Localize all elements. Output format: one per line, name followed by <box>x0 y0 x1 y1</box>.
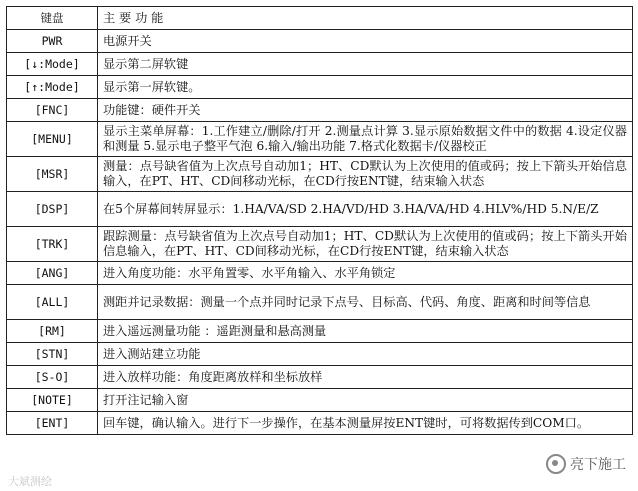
table-row <box>7 30 633 53</box>
table-row <box>7 192 633 227</box>
watermark-right-text: 亮下施工 <box>570 457 626 473</box>
table-row <box>7 285 633 320</box>
table-row <box>7 157 633 192</box>
key-cell: [STN] <box>7 343 98 366</box>
key-cell: [S-O] <box>7 366 98 389</box>
table-row <box>7 122 633 157</box>
key-cell: [ANG] <box>7 262 98 285</box>
key-cell: PWR <box>7 30 98 53</box>
function-cell: 测量：点号缺省值为上次点号自动加1；HT、CD默认为上次使用的值或码；按上下箭头开始信息输入，在PT、HT、CD间移动光标，在CD行按ENT键，结束输入状态 <box>98 157 633 192</box>
function-cell: 进入角度功能：水平角置零、水平角输入、水平角锁定 <box>98 262 633 285</box>
function-cell: 显示第一屏软键。 <box>98 76 633 99</box>
function-cell: 进入放样功能：角度距离放样和坐标放样 <box>98 366 633 389</box>
table-row <box>7 262 633 285</box>
function-cell: 打开注记输入窗 <box>98 389 633 412</box>
table-row <box>7 366 633 389</box>
header-function: 主 要 功 能 <box>98 7 633 30</box>
key-cell: [ALL] <box>7 285 98 320</box>
watermark-right <box>540 453 632 475</box>
wechat-icon <box>546 454 566 474</box>
function-cell: 功能键：硬件开关 <box>98 99 633 122</box>
watermark-left: 大斌测绘 <box>8 475 52 488</box>
function-cell: 在5个屏幕间转屏显示：1.HA/VA/SD 2.HA/VD/HD 3.HA/VA/HD 4.HLV%/HD 5.N/E/Z <box>98 192 633 227</box>
key-cell: [DSP] <box>7 192 98 227</box>
function-cell: 进入遥远测量功能 ：遥距测量和悬高测量 <box>98 320 633 343</box>
table-row <box>7 99 633 122</box>
key-cell: [RM] <box>7 320 98 343</box>
function-cell: 显示第二屏软键 <box>98 53 633 76</box>
table-header-row <box>7 7 633 30</box>
key-cell: [NOTE] <box>7 389 98 412</box>
table-row <box>7 389 633 412</box>
keyboard-function-table <box>6 6 633 435</box>
table-row <box>7 343 633 366</box>
key-cell: [TRK] <box>7 227 98 262</box>
function-cell: 回车键，确认输入。进行下一步操作，在基本测量屏按ENT键时，可将数据传到COM口。 <box>98 412 633 435</box>
table-row <box>7 412 633 435</box>
key-cell: [↑:Mode] <box>7 76 98 99</box>
function-cell: 跟踪测量：点号缺省值为上次点号自动加1；HT、CD默认为上次使用的值或码；按上下箭头开始信息输入，在PT、HT、CD间移动光标，在CD行按ENT键，结束输入状态 <box>98 227 633 262</box>
key-cell: [ENT] <box>7 412 98 435</box>
header-key: 键盘 <box>7 7 98 30</box>
function-cell: 电源开关 <box>98 30 633 53</box>
table-row <box>7 53 633 76</box>
table-row <box>7 320 633 343</box>
key-cell: [FNC] <box>7 99 98 122</box>
key-cell: [MENU] <box>7 122 98 157</box>
function-cell: 显示主菜单屏幕：1.工作建立/删除/打开 2.测量点计算 3.显示原始数据文件中的数据 4.设定仪器和测量 5.显示电子整平气泡 6.输入/输出功能 7.格式化数据卡/仪器校正 <box>98 122 633 157</box>
table-row <box>7 76 633 99</box>
table-row <box>7 227 633 262</box>
key-cell: [MSR] <box>7 157 98 192</box>
function-cell: 进入测站建立功能 <box>98 343 633 366</box>
function-cell: 测距并记录数据：测量一个点并同时记录下点号、目标高、代码、角度、距离和时间等信息 <box>98 285 633 320</box>
key-cell: [↓:Mode] <box>7 53 98 76</box>
